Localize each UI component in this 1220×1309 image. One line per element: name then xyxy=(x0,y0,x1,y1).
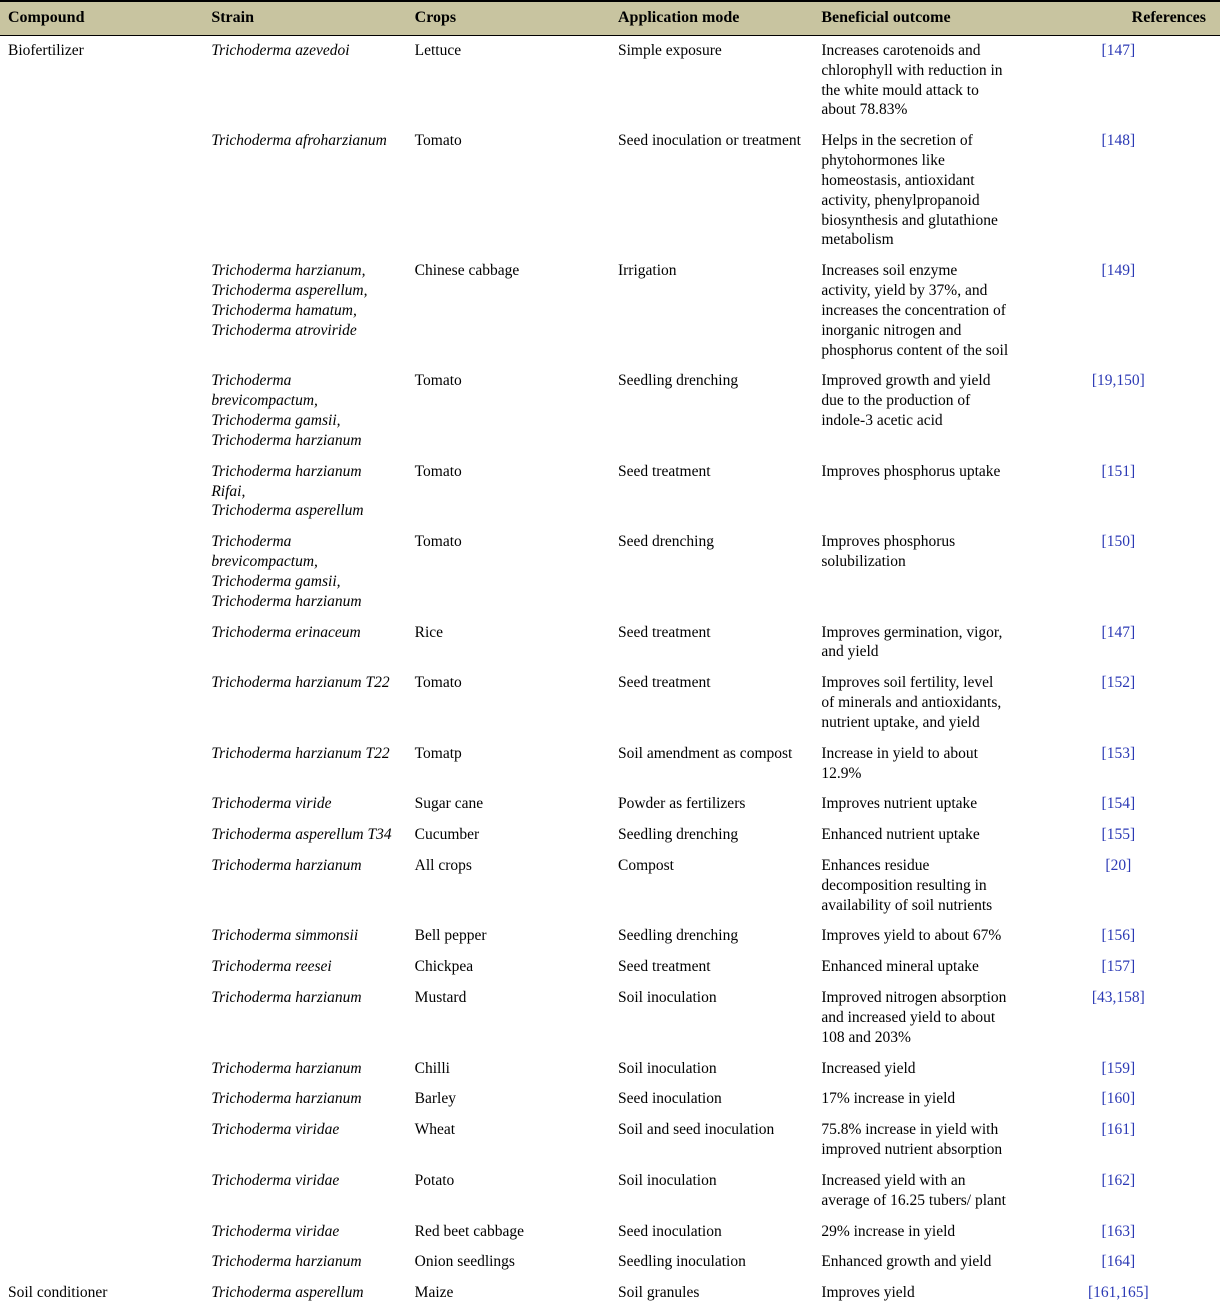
cell-beneficial-outcome: Enhanced nutrient uptake xyxy=(813,820,1016,851)
cell-beneficial-outcome: 75.8% increase in yield with improved nutrient absorption xyxy=(813,1115,1016,1166)
table-row xyxy=(0,366,1220,456)
cell-compound xyxy=(0,618,203,669)
cell-strain xyxy=(203,1115,406,1166)
strain-line: Trichoderma harzianum xyxy=(211,856,398,876)
cell-crops: Tomato xyxy=(407,457,610,527)
cell-beneficial-outcome: 29% increase in yield xyxy=(813,1217,1016,1248)
reference-link[interactable]: [149] xyxy=(1102,262,1136,279)
cell-application-mode: Powder as fertilizers xyxy=(610,789,813,820)
cell-crops: Wheat xyxy=(407,1115,610,1166)
cell-references xyxy=(1017,1084,1220,1115)
cell-compound xyxy=(0,1166,203,1217)
cell-compound xyxy=(0,952,203,983)
table-row xyxy=(0,527,1220,617)
cell-compound xyxy=(0,789,203,820)
cell-application-mode: Seed inoculation or treatment xyxy=(610,126,813,256)
cell-beneficial-outcome: Improves phosphorus uptake xyxy=(813,457,1016,527)
cell-application-mode: Soil inoculation xyxy=(610,1054,813,1085)
cell-beneficial-outcome: Improves nutrient uptake xyxy=(813,789,1016,820)
cell-beneficial-outcome: Increases soil enzyme activity, yield by 37%, and increases the concentration of inorganic nitrogen and phosphorus content of the soil xyxy=(813,256,1016,366)
cell-references xyxy=(1017,527,1220,617)
cell-references xyxy=(1017,457,1220,527)
cell-compound xyxy=(0,366,203,456)
cell-beneficial-outcome: Improves phosphorus solubilization xyxy=(813,527,1016,617)
cell-beneficial-outcome: Improves germination, vigor, and yield xyxy=(813,618,1016,669)
cell-crops: Rice xyxy=(407,618,610,669)
strain-line: Trichoderma simmonsii xyxy=(211,926,398,946)
cell-beneficial-outcome: Improved nitrogen absorption and increased yield to about 108 and 203% xyxy=(813,983,1016,1053)
cell-crops: Chilli xyxy=(407,1054,610,1085)
cell-compound: Soil conditioner xyxy=(0,1278,203,1309)
cell-compound xyxy=(0,851,203,921)
reference-link[interactable]: [19,150] xyxy=(1092,372,1145,389)
strain-line: Trichoderma harzianum xyxy=(211,1252,398,1272)
reference-link[interactable]: [154] xyxy=(1102,795,1136,812)
column-header-compound: Compound xyxy=(0,1,203,36)
cell-crops: Chickpea xyxy=(407,952,610,983)
reference-link[interactable]: [155] xyxy=(1102,826,1136,843)
table-row xyxy=(0,1166,1220,1217)
strain-line: Trichoderma asperellum xyxy=(211,1283,398,1303)
reference-link[interactable]: [161,165] xyxy=(1088,1284,1149,1301)
cell-application-mode: Soil and seed inoculation xyxy=(610,1115,813,1166)
cell-strain xyxy=(203,921,406,952)
cell-application-mode: Soil inoculation xyxy=(610,1166,813,1217)
cell-application-mode: Soil amendment as compost xyxy=(610,739,813,790)
reference-link[interactable]: [164] xyxy=(1102,1253,1136,1270)
cell-application-mode: Seed inoculation xyxy=(610,1217,813,1248)
column-header-beneficial-outcome: Beneficial outcome xyxy=(813,1,1016,36)
cell-crops: Tomatp xyxy=(407,739,610,790)
cell-strain xyxy=(203,618,406,669)
strain-line: Trichoderma harzianum xyxy=(211,1059,398,1079)
strain-line: Trichoderma erinaceum xyxy=(211,623,398,643)
cell-beneficial-outcome: Enhanced growth and yield xyxy=(813,1247,1016,1278)
table-row xyxy=(0,739,1220,790)
cell-strain xyxy=(203,1166,406,1217)
reference-link[interactable]: [163] xyxy=(1102,1223,1136,1240)
cell-references xyxy=(1017,820,1220,851)
cell-crops: Lettuce xyxy=(407,36,610,127)
cell-application-mode: Seed drenching xyxy=(610,527,813,617)
cell-crops: Barley xyxy=(407,1084,610,1115)
cell-compound xyxy=(0,256,203,366)
strain-line: Trichoderma asperellum xyxy=(211,501,398,521)
cell-beneficial-outcome: Improves yield xyxy=(813,1278,1016,1309)
cell-crops: Tomato xyxy=(407,366,610,456)
strain-line: Trichoderma harzianum T22 xyxy=(211,744,398,764)
cell-strain xyxy=(203,36,406,127)
strain-line: Trichoderma harzianum xyxy=(211,592,398,612)
strain-line: Trichoderma harzianum xyxy=(211,431,398,451)
cell-beneficial-outcome: Improves yield to about 67% xyxy=(813,921,1016,952)
table-body xyxy=(0,36,1220,1309)
column-header-references: References xyxy=(1017,1,1220,36)
table-row xyxy=(0,921,1220,952)
reference-link[interactable]: [157] xyxy=(1102,958,1136,975)
reference-link[interactable]: [148] xyxy=(1102,132,1136,149)
cell-strain xyxy=(203,668,406,738)
cell-strain xyxy=(203,126,406,256)
cell-compound xyxy=(0,126,203,256)
cell-compound xyxy=(0,921,203,952)
cell-crops: Tomato xyxy=(407,126,610,256)
cell-compound xyxy=(0,1084,203,1115)
cell-references xyxy=(1017,256,1220,366)
cell-references xyxy=(1017,1115,1220,1166)
cell-strain xyxy=(203,983,406,1053)
cell-strain xyxy=(203,1247,406,1278)
cell-references xyxy=(1017,789,1220,820)
cell-strain xyxy=(203,789,406,820)
cell-beneficial-outcome: Improved growth and yield due to the production of indole-3 acetic acid xyxy=(813,366,1016,456)
reference-link[interactable]: [159] xyxy=(1102,1060,1136,1077)
cell-compound xyxy=(0,820,203,851)
cell-references xyxy=(1017,366,1220,456)
cell-application-mode: Seed treatment xyxy=(610,668,813,738)
cell-crops: Maize xyxy=(407,1278,610,1309)
cell-strain xyxy=(203,256,406,366)
reference-link[interactable]: [147] xyxy=(1102,624,1136,641)
cell-crops: Tomato xyxy=(407,527,610,617)
cell-compound: Biofertilizer xyxy=(0,36,203,127)
cell-application-mode: Compost xyxy=(610,851,813,921)
strain-line: Trichoderma atroviride xyxy=(211,321,398,341)
table-row xyxy=(0,1115,1220,1166)
cell-compound xyxy=(0,668,203,738)
strain-line: Trichoderma harzianum Rifai, xyxy=(211,462,398,502)
cell-beneficial-outcome: Increased yield with an average of 16.25 tubers/ plant xyxy=(813,1166,1016,1217)
cell-strain xyxy=(203,851,406,921)
reference-link[interactable]: [153] xyxy=(1102,745,1136,762)
strain-line: Trichoderma brevicompactum, xyxy=(211,371,398,411)
cell-beneficial-outcome: Enhanced mineral uptake xyxy=(813,952,1016,983)
table-header xyxy=(0,1,1220,36)
reference-link[interactable]: [162] xyxy=(1102,1172,1136,1189)
cell-application-mode: Seedling drenching xyxy=(610,820,813,851)
strain-line: Trichoderma viridae xyxy=(211,1222,398,1242)
strain-line: Trichoderma hamatum, xyxy=(211,301,398,321)
cell-references xyxy=(1017,1278,1220,1309)
cell-strain xyxy=(203,952,406,983)
table-row xyxy=(0,952,1220,983)
cell-references xyxy=(1017,739,1220,790)
cell-crops: All crops xyxy=(407,851,610,921)
cell-strain xyxy=(203,527,406,617)
cell-references xyxy=(1017,921,1220,952)
cell-application-mode: Irrigation xyxy=(610,256,813,366)
table-row xyxy=(0,1084,1220,1115)
cell-compound xyxy=(0,1217,203,1248)
table-row xyxy=(0,1278,1220,1309)
strain-line: Trichoderma gamsii, xyxy=(211,572,398,592)
strain-line: Trichoderma asperellum, xyxy=(211,281,398,301)
cell-strain xyxy=(203,457,406,527)
cell-references xyxy=(1017,668,1220,738)
cell-application-mode: Seed treatment xyxy=(610,952,813,983)
cell-references xyxy=(1017,983,1220,1053)
table-row xyxy=(0,256,1220,366)
column-header-strain: Strain xyxy=(203,1,406,36)
table-header-row xyxy=(0,1,1220,36)
table-row xyxy=(0,851,1220,921)
table-row xyxy=(0,126,1220,256)
reference-link[interactable]: [150] xyxy=(1102,533,1136,550)
cell-compound xyxy=(0,983,203,1053)
strain-line: Trichoderma gamsii, xyxy=(211,411,398,431)
cell-beneficial-outcome: Enhances residue decomposition resulting in availability of soil nutrients xyxy=(813,851,1016,921)
cell-application-mode: Seedling drenching xyxy=(610,366,813,456)
strain-line: Trichoderma viride xyxy=(211,794,398,814)
cell-beneficial-outcome: 17% increase in yield xyxy=(813,1084,1016,1115)
strain-line: Trichoderma azevedoi xyxy=(211,41,398,61)
cell-compound xyxy=(0,1247,203,1278)
table-row xyxy=(0,820,1220,851)
table-row xyxy=(0,1247,1220,1278)
column-header-application-mode: Application mode xyxy=(610,1,813,36)
strain-line: Trichoderma asperellum T34 xyxy=(211,825,398,845)
cell-application-mode: Seed treatment xyxy=(610,618,813,669)
cell-compound xyxy=(0,1115,203,1166)
strain-line: Trichoderma harzianum T22 xyxy=(211,673,398,693)
strain-line: Trichoderma afroharzianum xyxy=(211,131,398,151)
cell-beneficial-outcome: Improves soil fertility, level of minerals and antioxidants, nutrient uptake, and yield xyxy=(813,668,1016,738)
cell-application-mode: Seed inoculation xyxy=(610,1084,813,1115)
table-row xyxy=(0,1217,1220,1248)
cell-references xyxy=(1017,1217,1220,1248)
strain-line: Trichoderma brevicompactum, xyxy=(211,532,398,572)
table-row xyxy=(0,668,1220,738)
cell-beneficial-outcome: Helps in the secretion of phytohormones like homeostasis, antioxidant activity, phenylpropanoid biosynthesis and glutathione metabolism xyxy=(813,126,1016,256)
cell-application-mode: Seedling drenching xyxy=(610,921,813,952)
cell-references xyxy=(1017,1054,1220,1085)
cell-strain xyxy=(203,1084,406,1115)
reference-link[interactable]: [161] xyxy=(1102,1121,1136,1138)
cell-beneficial-outcome: Increased yield xyxy=(813,1054,1016,1085)
cell-beneficial-outcome: Increase in yield to about 12.9% xyxy=(813,739,1016,790)
cell-references xyxy=(1017,952,1220,983)
cell-crops: Chinese cabbage xyxy=(407,256,610,366)
cell-references xyxy=(1017,126,1220,256)
table-row xyxy=(0,457,1220,527)
reference-link[interactable]: [156] xyxy=(1102,927,1136,944)
cell-application-mode: Soil granules xyxy=(610,1278,813,1309)
cell-crops: Red beet cabbage xyxy=(407,1217,610,1248)
reference-link[interactable]: [20] xyxy=(1105,857,1131,874)
table-row xyxy=(0,983,1220,1053)
cell-crops: Cucumber xyxy=(407,820,610,851)
cell-application-mode: Soil inoculation xyxy=(610,983,813,1053)
table-row xyxy=(0,36,1220,127)
strain-line: Trichoderma reesei xyxy=(211,957,398,977)
cell-application-mode: Simple exposure xyxy=(610,36,813,127)
cell-references xyxy=(1017,1166,1220,1217)
cell-references xyxy=(1017,36,1220,127)
cell-strain xyxy=(203,1217,406,1248)
strain-line: Trichoderma harzianum xyxy=(211,1089,398,1109)
cell-references xyxy=(1017,1247,1220,1278)
cell-strain xyxy=(203,1054,406,1085)
reference-link[interactable]: [151] xyxy=(1102,463,1136,480)
strain-line: Trichoderma harzianum xyxy=(211,988,398,1008)
reference-link[interactable]: [160] xyxy=(1102,1090,1136,1107)
table-row xyxy=(0,1054,1220,1085)
cell-strain xyxy=(203,366,406,456)
cell-crops: Potato xyxy=(407,1166,610,1217)
reference-link[interactable]: [152] xyxy=(1102,674,1136,691)
cell-application-mode: Seed treatment xyxy=(610,457,813,527)
cell-references xyxy=(1017,851,1220,921)
table-row xyxy=(0,618,1220,669)
reference-link[interactable]: [43,158] xyxy=(1092,989,1145,1006)
cell-crops: Tomato xyxy=(407,668,610,738)
cell-references xyxy=(1017,618,1220,669)
reference-link[interactable]: [147] xyxy=(1102,42,1136,59)
cell-strain xyxy=(203,739,406,790)
cell-beneficial-outcome: Increases carotenoids and chlorophyll with reduction in the white mould attack to about 78.83% xyxy=(813,36,1016,127)
strain-line: Trichoderma viridae xyxy=(211,1120,398,1140)
cell-compound xyxy=(0,1054,203,1085)
cell-strain xyxy=(203,1278,406,1309)
table-row xyxy=(0,789,1220,820)
cell-crops: Sugar cane xyxy=(407,789,610,820)
cell-crops: Bell pepper xyxy=(407,921,610,952)
column-header-crops: Crops xyxy=(407,1,610,36)
cell-crops: Mustard xyxy=(407,983,610,1053)
cell-strain xyxy=(203,820,406,851)
cell-compound xyxy=(0,739,203,790)
cell-crops: Onion seedlings xyxy=(407,1247,610,1278)
cell-compound xyxy=(0,527,203,617)
cell-compound xyxy=(0,457,203,527)
strain-line: Trichoderma harzianum, xyxy=(211,261,398,281)
strain-line: Trichoderma viridae xyxy=(211,1171,398,1191)
cell-application-mode: Seedling inoculation xyxy=(610,1247,813,1278)
